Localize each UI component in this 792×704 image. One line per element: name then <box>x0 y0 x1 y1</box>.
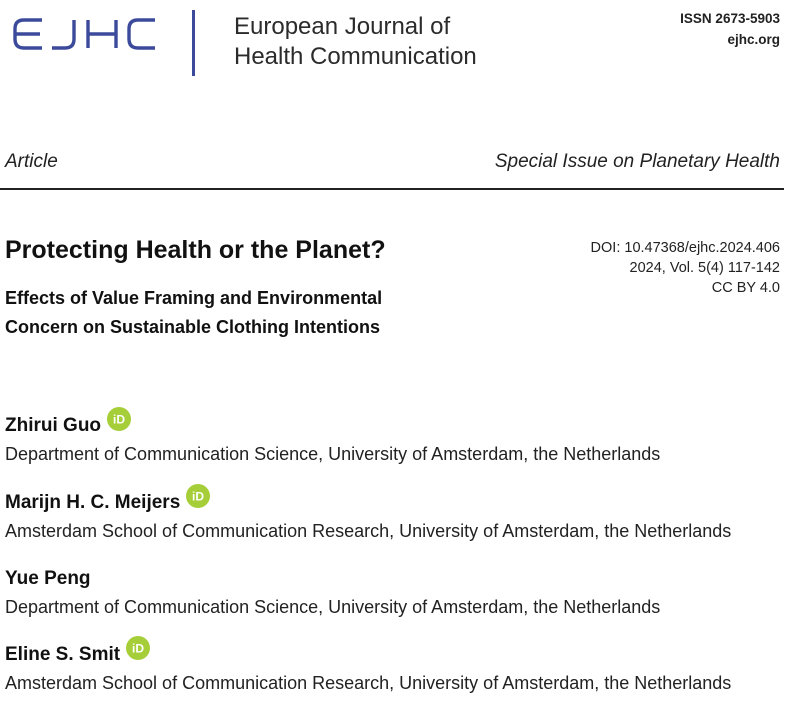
article-title: Protecting Health or the Planet? <box>5 236 386 264</box>
orcid-icon[interactable] <box>186 484 210 508</box>
website-link[interactable]: ejhc.org <box>727 32 780 47</box>
author-affiliation: Amsterdam School of Communication Research, University of Amsterdam, the Netherlands <box>5 521 732 541</box>
header-rule <box>0 188 784 190</box>
article-meta <box>591 238 780 298</box>
author-affiliation: Amsterdam School of Communication Research, University of Amsterdam, the Netherlands <box>5 673 732 693</box>
author-name: Zhirui Guo <box>5 415 102 436</box>
article-subtitle <box>5 284 382 342</box>
author-name: Marijn H. C. Meijers <box>5 492 181 513</box>
volume-info: 2024, Vol. 5(4) 117-142 <box>629 260 780 276</box>
svg-text:iD: iD <box>113 412 126 427</box>
ejhc-logo-icon <box>12 14 158 54</box>
author-affiliation: Department of Communication Science, University of Amsterdam, the Netherlands <box>5 444 661 464</box>
header-divider <box>192 10 195 76</box>
svg-text:iD: iD <box>132 641 145 656</box>
author-block <box>5 489 731 543</box>
article-type: Article <box>5 151 58 172</box>
license: CC BY 4.0 <box>711 280 780 296</box>
journal-name-line2: Health Communication <box>234 43 477 70</box>
subtitle-line2: Concern on Sustainable Clothing Intentions <box>5 317 381 337</box>
orcid-icon[interactable] <box>126 636 150 660</box>
author-affiliation: Department of Communication Science, University of Amsterdam, the Netherlands <box>5 597 661 617</box>
author-name: Yue Peng <box>5 568 91 589</box>
author-block <box>5 412 660 466</box>
author-name: Eline S. Smit <box>5 644 121 665</box>
issn-block <box>680 8 780 50</box>
orcid-icon[interactable] <box>107 407 131 431</box>
journal-name <box>234 12 477 72</box>
author-block <box>5 565 660 619</box>
subtitle-line1: Effects of Value Framing and Environmental <box>5 288 383 308</box>
svg-text:iD: iD <box>192 489 205 504</box>
journal-name-line1: European Journal of <box>234 13 451 40</box>
author-block <box>5 641 731 695</box>
doi-link[interactable]: DOI: 10.47368/ejhc.2024.406 <box>590 240 780 256</box>
special-issue: Special Issue on Planetary Health <box>494 151 780 172</box>
issn: ISSN 2673-5903 <box>680 11 780 26</box>
